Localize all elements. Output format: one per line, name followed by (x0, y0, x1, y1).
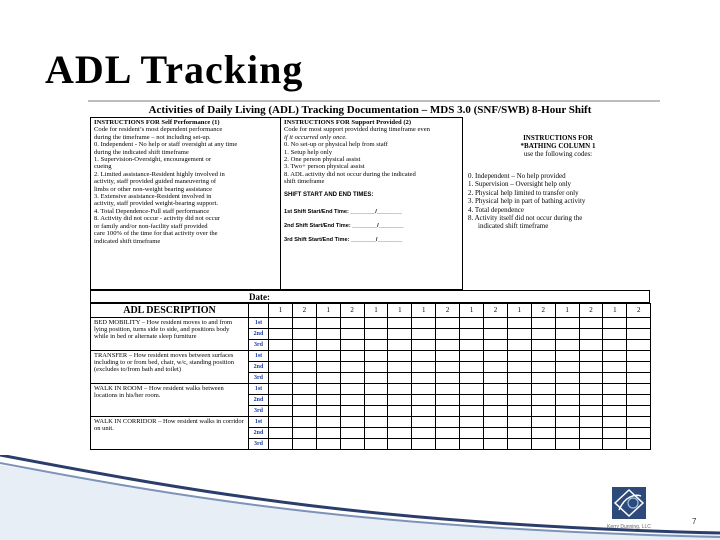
adl-entry-cell[interactable] (292, 351, 316, 362)
date-label: Date: (249, 292, 270, 302)
adl-entry-cell[interactable] (436, 373, 460, 384)
shift-label: 3rd (249, 406, 269, 417)
adl-entry-cell[interactable] (460, 373, 484, 384)
column-code: 2 (340, 304, 364, 318)
self-perf-line: limbs or other non-weight bearing assistance (94, 185, 213, 193)
adl-entry-cell[interactable] (603, 373, 627, 384)
adl-entry-cell[interactable] (603, 395, 627, 406)
support-line: 3. Two+ person physical assist (284, 163, 365, 171)
adl-entry-cell[interactable] (460, 340, 484, 351)
adl-entry-cell[interactable] (579, 340, 603, 351)
self-perf-line: cueing (94, 163, 112, 171)
shift-1-time-field[interactable]: 1st Shift Start/End Time: ________/________ (284, 209, 402, 216)
adl-entry-cell[interactable] (579, 351, 603, 362)
title-divider (88, 100, 660, 102)
adl-entry-cell[interactable] (340, 417, 364, 428)
adl-entry-cell[interactable] (531, 395, 555, 406)
adl-entry-cell[interactable] (484, 384, 508, 395)
adl-entry-cell[interactable] (412, 439, 436, 450)
self-perf-line: during the timeframe – not including set-up. (94, 133, 211, 141)
adl-entry-cell[interactable] (627, 373, 651, 384)
adl-entry-cell[interactable] (436, 406, 460, 417)
adl-entry-cell[interactable] (555, 406, 579, 417)
adl-entry-cell[interactable] (531, 417, 555, 428)
adl-entry-cell[interactable] (269, 362, 293, 373)
adl-entry-cell[interactable] (364, 329, 388, 340)
adl-entry-cell[interactable] (460, 428, 484, 439)
shift-label: 3rd (249, 373, 269, 384)
adl-entry-cell[interactable] (603, 318, 627, 329)
adl-entry-cell[interactable] (507, 439, 531, 450)
adl-entry-cell[interactable] (531, 351, 555, 362)
adl-entry-cell[interactable] (340, 439, 364, 450)
column-code: 2 (436, 304, 460, 318)
adl-entry-cell[interactable] (484, 439, 508, 450)
bathing-code: 1. Supervision – Oversight help only (468, 180, 572, 189)
adl-entry-cell[interactable] (388, 373, 412, 384)
self-perf-line: care 100% of the time for that activity over the (94, 230, 218, 238)
adl-entry-cell[interactable] (460, 395, 484, 406)
adl-entry-cell[interactable] (507, 406, 531, 417)
adl-entry-cell[interactable] (627, 318, 651, 329)
adl-entry-cell[interactable] (555, 362, 579, 373)
self-perf-line: 1. Supervision-Oversight, encouragement or (94, 156, 212, 164)
adl-entry-cell[interactable] (269, 340, 293, 351)
support-line: 1. Setup help only (284, 148, 332, 156)
adl-entry-cell[interactable] (364, 384, 388, 395)
bathing-code: indicated shift timeframe (478, 222, 549, 231)
adl-entry-cell[interactable] (579, 428, 603, 439)
adl-shift-row (91, 384, 651, 395)
adl-entry-cell[interactable] (507, 329, 531, 340)
adl-entry-cell[interactable] (603, 351, 627, 362)
adl-entry-cell[interactable] (555, 395, 579, 406)
adl-entry-cell[interactable] (269, 329, 293, 340)
adl-entry-cell[interactable] (507, 340, 531, 351)
adl-entry-cell[interactable] (484, 417, 508, 428)
self-perf-line: 8. Activity did not occur - activity did not occur (94, 215, 220, 223)
adl-entry-cell[interactable] (340, 384, 364, 395)
shift-label: 2nd (249, 395, 269, 406)
adl-description: WALK IN ROOM – How resident walks between locations in his/her room. (91, 384, 249, 417)
adl-entry-cell[interactable] (364, 395, 388, 406)
self-perf-line: 4. Total Dependence-Full staff performance (94, 207, 210, 215)
grid-header-row (91, 304, 651, 318)
adl-entry-cell[interactable] (412, 417, 436, 428)
shift-label: 3rd (249, 439, 269, 450)
self-perf-line: or family and/or non-facility staff provided (94, 222, 208, 230)
adl-entry-cell[interactable] (627, 428, 651, 439)
adl-entry-cell[interactable] (460, 384, 484, 395)
adl-entry-cell[interactable] (603, 406, 627, 417)
company-logo-icon (611, 486, 647, 520)
shift-3-time-field[interactable]: 3rd Shift Start/End Time: ________/________ (284, 237, 403, 244)
adl-entry-cell[interactable] (292, 362, 316, 373)
adl-entry-cell[interactable] (292, 329, 316, 340)
adl-entry-cell[interactable] (364, 428, 388, 439)
adl-entry-cell[interactable] (460, 351, 484, 362)
shift-label: 2nd (249, 329, 269, 340)
adl-entry-cell[interactable] (460, 439, 484, 450)
adl-entry-cell[interactable] (603, 384, 627, 395)
adl-entry-cell[interactable] (412, 318, 436, 329)
shift-label: 1st (249, 351, 269, 362)
bathing-heading-line: use the following codes: (523, 150, 593, 158)
self-performance-heading: INSTRUCTIONS FOR Self Performance (1) (94, 119, 220, 126)
adl-entry-cell[interactable] (460, 406, 484, 417)
adl-entry-cell[interactable] (579, 406, 603, 417)
column-code: 1 (603, 304, 627, 318)
adl-entry-cell[interactable] (388, 362, 412, 373)
adl-entry-cell[interactable] (316, 395, 340, 406)
column-code: 1 (555, 304, 579, 318)
bathing-code: 8. Activity itself did not occur during the (468, 214, 583, 223)
adl-entry-cell[interactable] (436, 318, 460, 329)
self-perf-line: 2. Limited assistance-Resident highly involved in (94, 170, 225, 178)
adl-entry-cell[interactable] (627, 329, 651, 340)
adl-entry-cell[interactable] (364, 439, 388, 450)
support-heading: INSTRUCTIONS FOR Support Provided (2) (284, 119, 412, 126)
adl-entry-cell[interactable] (316, 373, 340, 384)
adl-entry-cell[interactable] (603, 362, 627, 373)
self-performance-lines (94, 126, 277, 245)
adl-entry-cell[interactable] (603, 417, 627, 428)
adl-entry-cell[interactable] (340, 428, 364, 439)
shift-2-time-field[interactable]: 2nd Shift Start/End Time: ________/________ (284, 223, 404, 230)
column-code: 1 (460, 304, 484, 318)
adl-entry-cell[interactable] (436, 362, 460, 373)
adl-entry-cell[interactable] (388, 439, 412, 450)
adl-entry-cell[interactable] (316, 351, 340, 362)
adl-entry-cell[interactable] (627, 406, 651, 417)
adl-entry-cell[interactable] (364, 351, 388, 362)
adl-entry-cell[interactable] (364, 406, 388, 417)
column-code: 2 (292, 304, 316, 318)
support-line: shift timeframe (284, 178, 325, 186)
adl-entry-cell[interactable] (316, 329, 340, 340)
adl-entry-cell[interactable] (269, 395, 293, 406)
adl-entry-cell[interactable] (316, 384, 340, 395)
column-code: 1 (388, 304, 412, 318)
adl-entry-cell[interactable] (555, 329, 579, 340)
form-title: Activities of Daily Living (ADL) Tracking Documentation – MDS 3.0 (SNF/SWB) 8-Hour Shift (148, 104, 592, 116)
adl-entry-cell[interactable] (316, 340, 340, 351)
self-performance-instructions (90, 117, 281, 290)
self-perf-line: Code for resident’s most dependent performance (94, 126, 223, 134)
adl-entry-cell[interactable] (484, 329, 508, 340)
adl-entry-cell[interactable] (269, 439, 293, 450)
self-perf-line: 3. Extensive assistance-Resident involved in (94, 193, 212, 201)
adl-entry-cell[interactable] (340, 340, 364, 351)
self-perf-line: activity, staff provided guided maneuvering of (94, 178, 217, 186)
column-code: 2 (627, 304, 651, 318)
adl-entry-cell[interactable] (436, 340, 460, 351)
adl-entry-cell[interactable] (484, 406, 508, 417)
support-line: Code for most support provided during timeframe even (284, 126, 430, 134)
adl-entry-cell[interactable] (603, 329, 627, 340)
adl-entry-cell[interactable] (627, 351, 651, 362)
support-line: 0. No set-up or physical help from staff (284, 141, 388, 149)
bathing-codes-list (468, 172, 650, 231)
bathing-instructions-heading (466, 134, 650, 158)
column-code: 2 (484, 304, 508, 318)
adl-entry-cell[interactable] (555, 417, 579, 428)
adl-entry-cell[interactable] (316, 439, 340, 450)
shift-label: 1st (249, 384, 269, 395)
adl-entry-cell[interactable] (507, 318, 531, 329)
adl-entry-cell[interactable] (292, 439, 316, 450)
bathing-code: 4. Total dependence (468, 205, 524, 214)
adl-entry-cell[interactable] (388, 340, 412, 351)
adl-entry-cell[interactable] (507, 395, 531, 406)
adl-entry-cell[interactable] (555, 351, 579, 362)
adl-entry-cell[interactable] (531, 318, 555, 329)
adl-entry-cell[interactable] (507, 373, 531, 384)
adl-entry-cell[interactable] (364, 318, 388, 329)
logo-text: Kerry Dunning, LLC (607, 524, 651, 530)
adl-entry-cell[interactable] (579, 384, 603, 395)
bathing-code: 3. Physical help in part of bathing activity (468, 197, 586, 206)
adl-entry-cell[interactable] (627, 395, 651, 406)
adl-entry-cell[interactable] (507, 428, 531, 439)
adl-entry-cell[interactable] (531, 384, 555, 395)
adl-entry-cell[interactable] (531, 406, 555, 417)
self-perf-line: during the indicated shift timeframe (94, 148, 189, 156)
adl-entry-cell[interactable] (436, 395, 460, 406)
adl-entry-cell[interactable] (412, 340, 436, 351)
adl-entry-cell[interactable] (484, 351, 508, 362)
adl-entry-cell[interactable] (603, 340, 627, 351)
adl-entry-cell[interactable] (340, 351, 364, 362)
adl-entry-cell[interactable] (340, 318, 364, 329)
self-perf-line: activity, staff provided weight-bearing support. (94, 200, 218, 208)
adl-shift-row (91, 351, 651, 362)
adl-entry-cell[interactable] (507, 417, 531, 428)
adl-entry-cell[interactable] (388, 428, 412, 439)
adl-description-header: ADL DESCRIPTION (91, 304, 249, 318)
adl-entry-cell[interactable] (436, 329, 460, 340)
adl-entry-cell[interactable] (364, 373, 388, 384)
adl-entry-cell[interactable] (412, 384, 436, 395)
adl-entry-cell[interactable] (579, 362, 603, 373)
adl-entry-cell[interactable] (292, 340, 316, 351)
date-row[interactable] (90, 290, 650, 303)
support-provided-instructions (280, 117, 463, 290)
adl-entry-cell[interactable] (388, 417, 412, 428)
adl-shift-row (91, 318, 651, 329)
adl-entry-cell[interactable] (436, 351, 460, 362)
adl-description: WALK IN CORRIDOR – How resident walks in corridor on unit. (91, 417, 249, 450)
adl-entry-cell[interactable] (507, 362, 531, 373)
bathing-code: 2. Physical help limited to transfer only (468, 188, 579, 197)
adl-entry-cell[interactable] (436, 428, 460, 439)
adl-entry-cell[interactable] (388, 384, 412, 395)
adl-entry-cell[interactable] (412, 395, 436, 406)
shift-label: 3rd (249, 340, 269, 351)
adl-entry-cell[interactable] (412, 428, 436, 439)
adl-entry-cell[interactable] (484, 340, 508, 351)
adl-entry-cell[interactable] (484, 373, 508, 384)
adl-entry-cell[interactable] (484, 362, 508, 373)
page-number: 7 (692, 517, 697, 526)
adl-entry-cell[interactable] (269, 318, 293, 329)
adl-entry-cell[interactable] (340, 406, 364, 417)
adl-entry-cell[interactable] (555, 318, 579, 329)
adl-entry-cell[interactable] (579, 373, 603, 384)
self-perf-line: 0. Independent - No help or staff oversight at any time (94, 141, 238, 149)
column-code: 1 (316, 304, 340, 318)
adl-entry-cell[interactable] (292, 406, 316, 417)
adl-entry-cell[interactable] (555, 428, 579, 439)
adl-entry-cell[interactable] (531, 373, 555, 384)
adl-entry-cell[interactable] (269, 384, 293, 395)
adl-entry-cell[interactable] (436, 384, 460, 395)
adl-entry-cell[interactable] (269, 406, 293, 417)
adl-entry-cell[interactable] (269, 373, 293, 384)
adl-entry-cell[interactable] (412, 362, 436, 373)
shift-label: 2nd (249, 362, 269, 373)
adl-entry-cell[interactable] (316, 318, 340, 329)
adl-entry-cell[interactable] (269, 351, 293, 362)
column-code: 2 (579, 304, 603, 318)
adl-shift-row (91, 417, 651, 428)
adl-grid-body (91, 318, 651, 450)
adl-entry-cell[interactable] (340, 362, 364, 373)
adl-entry-cell[interactable] (388, 351, 412, 362)
adl-entry-cell[interactable] (388, 318, 412, 329)
adl-entry-cell[interactable] (364, 362, 388, 373)
adl-entry-cell[interactable] (531, 439, 555, 450)
adl-entry-cell[interactable] (627, 417, 651, 428)
self-perf-line: indicated shift timeframe (94, 237, 161, 245)
shift-label: 2nd (249, 428, 269, 439)
adl-entry-cell[interactable] (388, 395, 412, 406)
adl-entry-cell[interactable] (579, 318, 603, 329)
adl-entry-cell[interactable] (292, 384, 316, 395)
adl-entry-cell[interactable] (531, 340, 555, 351)
adl-entry-cell[interactable] (603, 428, 627, 439)
bathing-heading-line: INSTRUCTIONS FOR (523, 134, 593, 142)
adl-entry-cell[interactable] (507, 351, 531, 362)
adl-entry-cell[interactable] (340, 373, 364, 384)
adl-description: TRANSFER – How resident moves between surfaces including to or from bed, chair, w/c, standing position (excludes to/from bath and toilet) (91, 351, 249, 384)
adl-entry-cell[interactable] (555, 373, 579, 384)
adl-entry-cell[interactable] (555, 384, 579, 395)
adl-entry-cell[interactable] (412, 351, 436, 362)
adl-entry-cell[interactable] (292, 417, 316, 428)
adl-entry-cell[interactable] (292, 395, 316, 406)
adl-entry-cell[interactable] (436, 417, 460, 428)
adl-description: BED MOBILITY – How resident moves to and from lying position, turns side to side, and positions body while in bed or alternate sleep furniture (91, 318, 249, 351)
adl-grid (90, 303, 651, 450)
bathing-code: 0. Independent – No help provided (468, 172, 566, 180)
adl-entry-cell[interactable] (484, 428, 508, 439)
support-line: if it occurred only once. (284, 133, 347, 141)
adl-entry-cell[interactable] (484, 395, 508, 406)
shift-label: 1st (249, 417, 269, 428)
adl-entry-cell[interactable] (603, 439, 627, 450)
adl-entry-cell[interactable] (412, 373, 436, 384)
slide-title: ADL Tracking (45, 47, 304, 92)
shift-column-header (249, 304, 269, 318)
support-line: 2. One person physical assist (284, 156, 361, 164)
column-code: 1 (507, 304, 531, 318)
adl-entry-cell[interactable] (436, 439, 460, 450)
adl-entry-cell[interactable] (627, 362, 651, 373)
adl-entry-cell[interactable] (460, 318, 484, 329)
adl-entry-cell[interactable] (507, 384, 531, 395)
adl-entry-cell[interactable] (555, 340, 579, 351)
adl-entry-cell[interactable] (292, 373, 316, 384)
adl-entry-cell[interactable] (316, 428, 340, 439)
adl-entry-cell[interactable] (412, 406, 436, 417)
column-code: 1 (412, 304, 436, 318)
adl-entry-cell[interactable] (269, 428, 293, 439)
adl-entry-cell[interactable] (316, 406, 340, 417)
adl-entry-cell[interactable] (627, 340, 651, 351)
adl-entry-cell[interactable] (579, 439, 603, 450)
adl-entry-cell[interactable] (388, 329, 412, 340)
adl-entry-cell[interactable] (579, 329, 603, 340)
column-code: 1 (269, 304, 293, 318)
adl-entry-cell[interactable] (269, 417, 293, 428)
adl-entry-cell[interactable] (460, 362, 484, 373)
adl-entry-cell[interactable] (388, 406, 412, 417)
adl-entry-cell[interactable] (316, 417, 340, 428)
adl-tracking-form (90, 104, 650, 457)
column-code: 2 (531, 304, 555, 318)
shift-label: 1st (249, 318, 269, 329)
shift-times-heading: SHIFT START AND END TIMES: (284, 191, 374, 198)
adl-entry-cell[interactable] (627, 439, 651, 450)
adl-entry-cell[interactable] (484, 318, 508, 329)
adl-entry-cell[interactable] (412, 329, 436, 340)
adl-entry-cell[interactable] (316, 362, 340, 373)
adl-entry-cell[interactable] (627, 384, 651, 395)
adl-entry-cell[interactable] (531, 362, 555, 373)
adl-entry-cell[interactable] (579, 395, 603, 406)
adl-entry-cell[interactable] (364, 340, 388, 351)
adl-entry-cell[interactable] (364, 417, 388, 428)
adl-entry-cell[interactable] (579, 417, 603, 428)
support-line: 8. ADL activity did not occur during the indicated (284, 170, 416, 178)
adl-entry-cell[interactable] (555, 439, 579, 450)
adl-entry-cell[interactable] (531, 428, 555, 439)
adl-entry-cell[interactable] (340, 329, 364, 340)
adl-entry-cell[interactable] (292, 318, 316, 329)
bathing-heading-line: *BATHING COLUMN 1 (520, 142, 596, 150)
adl-entry-cell[interactable] (460, 329, 484, 340)
column-code: 1 (364, 304, 388, 318)
adl-entry-cell[interactable] (292, 428, 316, 439)
adl-entry-cell[interactable] (340, 395, 364, 406)
adl-entry-cell[interactable] (531, 329, 555, 340)
adl-entry-cell[interactable] (460, 417, 484, 428)
